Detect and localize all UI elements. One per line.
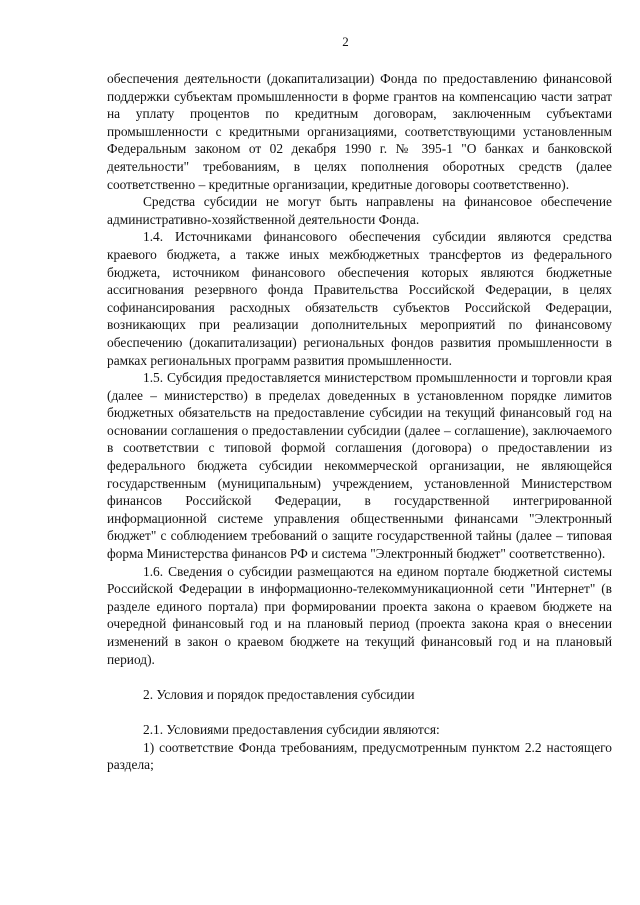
- paragraph-2-1: 2.1. Условиями предоставления субсидии являются:: [143, 721, 440, 737]
- paragraph-1-5: 1.5. Субсидия предоставляется министерством промышленности и торговли края (далее – министерство) в пределах доведенных в установленном порядке лимитов бюджетных обязательств на предоставление субсидии на текущий финансовый год на основании соглашения о предоставлении субсидии (далее – соглашение), заключаемого в соответствии с типовой формой соглашения (договора) о предоставлении из федерального бюджета субсидии некоммерческой организации, не являющейся государственным (муниципальным) учреждением, установленной Министерством финансов Российской Федерации, в государственной интегрированной информационной системе управления общественными финансами "Электронный бюджет" с соблюдением требований о защите государственной тайны (далее – типовая форма Министерства финансов РФ и система "Электронный бюджет" соответственно).: [107, 370, 612, 562]
- section-spacer: [107, 703, 612, 721]
- list-item-1: 1) соответствие Фонда требованиям, предусмотренным пунктом 2.2 настоящего раздела;: [107, 739, 612, 773]
- paragraph-1-6: 1.6. Сведения о субсидии размещаются на едином портале бюджетной системы Российской Федерации в информационно-телекоммуникационной сети "Интернет" (в разделе единого портала) при формировании проекта закона о краевом бюджете на очередной финансовый год и на плановый период (проекта закона края о внесении изменений в закон о краевом бюджете на текущий финансовый год и на плановый период).: [107, 563, 612, 667]
- paragraph-continuation: обеспечения деятельности (докапитализации) Фонда по предоставлению финансовой поддержки субъектам промышленности в форме грантов на компенсацию части затрат на уплату процентов по кредитным договорам, заключенным субъектами промышленности с кредитными организациями, соответствующими установленным Федеральным законом от 02 декабря 1990 г. № 395-1 "О банках и банковской деятельности" требованиям, в целях пополнения оборотных средств (далее соответственно – кредитные организации, кредитные договоры соответственно).: [107, 71, 612, 192]
- page-number: 2: [342, 34, 349, 49]
- paragraph-1-4: 1.4. Источниками финансового обеспечения субсидии являются средства краевого бюджета, а также иных межбюджетных трансфертов из федерального бюджета, источником финансового обеспечения которых являются бюджетные ассигнования резервного фонда Правительства Российской Федерации, в целях софинансирования расходных обязательств субъектов Российской Федерации, возникающих при реализации дополнительных мероприятий по финансовому обеспечению (докапитализации) региональных фондов развития промышленности в рамках региональных программ развития промышленности.: [107, 229, 612, 368]
- paragraph-subsidy-restriction: Средства субсидии не могут быть направлены на финансовое обеспечение административно-хозяйственной деятельности Фонда.: [107, 194, 612, 227]
- section-spacer: [107, 668, 612, 686]
- section-heading-2: 2. Условия и порядок предоставления субсидии: [143, 686, 415, 702]
- document-body: [107, 70, 612, 774]
